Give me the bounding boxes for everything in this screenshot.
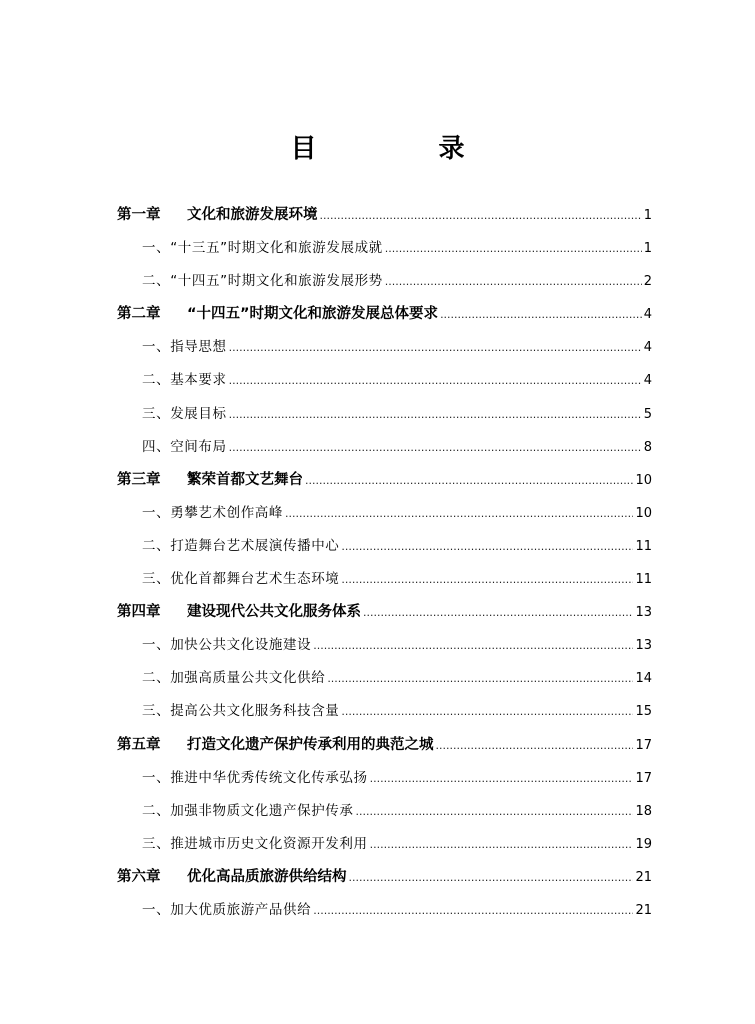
- toc-chapter-entry[interactable]: [117, 596, 652, 629]
- toc-chapter-entry[interactable]: [117, 861, 652, 894]
- dot-leader: [327, 662, 633, 695]
- section-title: 一、加快公共文化设施建设: [142, 637, 312, 654]
- page-number: 13: [635, 605, 652, 621]
- toc-section-entry[interactable]: [117, 232, 652, 265]
- section-title: 三、发展目标: [142, 405, 227, 422]
- section-title: 三、推进城市历史文化资源开发利用: [142, 835, 368, 852]
- page-number: 4: [643, 307, 652, 323]
- page-title: 目 录: [290, 134, 513, 164]
- dot-leader: [313, 629, 633, 662]
- page-number: 1: [643, 208, 652, 223]
- dot-leader: [356, 795, 634, 828]
- toc-section-entry[interactable]: [117, 563, 652, 596]
- page-number: 4: [643, 340, 652, 356]
- chapter-title: 建设现代公共文化服务体系: [187, 604, 361, 621]
- toc-chapter-entry[interactable]: [117, 729, 652, 762]
- section-title: 二、加强非物质文化遗产保护传承: [142, 802, 354, 819]
- section-title: 二、“十四五”时期文化和旅游发展形势: [142, 273, 383, 290]
- toc-section-entry[interactable]: [117, 828, 652, 861]
- toc-section-entry[interactable]: [117, 398, 652, 431]
- chapter-number: 第二章: [117, 306, 161, 323]
- page-number: 11: [635, 572, 652, 588]
- dot-leader: [229, 431, 642, 464]
- page-number: 10: [635, 472, 652, 488]
- toc-section-entry[interactable]: [117, 695, 652, 728]
- page-number: 8: [643, 439, 652, 455]
- toc-section-entry[interactable]: [117, 530, 652, 563]
- page-number: 15: [635, 704, 652, 720]
- section-title: 三、提高公共文化服务科技含量: [142, 703, 340, 720]
- section-title: 一、勇攀艺术创作高峰: [142, 504, 283, 521]
- page-number: 19: [635, 836, 652, 852]
- page-number: 2: [643, 274, 652, 290]
- section-title: 四、空间布局: [142, 438, 227, 455]
- dot-leader: [436, 729, 634, 762]
- section-title: 三、优化首都舞台艺术生态环境: [142, 571, 340, 588]
- toc-section-entry[interactable]: [117, 331, 652, 364]
- page-number: 17: [635, 770, 652, 786]
- dot-leader: [370, 828, 634, 861]
- chapter-title: 打造文化遗产保护传承利用的典范之城: [187, 736, 434, 753]
- page-number: 21: [635, 869, 652, 885]
- dot-leader: [370, 762, 634, 795]
- dot-leader: [341, 530, 633, 563]
- page-number: 14: [635, 671, 652, 687]
- section-title: 二、打造舞台艺术展演传播中心: [142, 537, 340, 554]
- dot-leader: [385, 265, 642, 298]
- page-number: 13: [635, 638, 652, 654]
- page-number: 17: [635, 737, 652, 753]
- toc-list: [117, 199, 652, 927]
- toc-section-entry[interactable]: [117, 497, 652, 530]
- toc-section-entry[interactable]: [117, 662, 652, 695]
- toc-chapter-entry[interactable]: [117, 298, 652, 331]
- page-number: 18: [635, 803, 652, 819]
- page-number: 21: [635, 902, 652, 918]
- dot-leader: [229, 398, 642, 431]
- section-title: 二、加强高质量公共文化供给: [142, 670, 326, 687]
- chapter-title: 文化和旅游发展环境: [187, 207, 318, 223]
- chapter-title: 优化高品质旅游供给结构: [187, 868, 347, 885]
- chapter-title: “十四五”时期文化和旅游发展总体要求: [187, 306, 439, 323]
- section-title: 一、推进中华优秀传统文化传承弘扬: [142, 769, 368, 786]
- section-title: 一、“十三五”时期文化和旅游发展成就: [142, 240, 383, 257]
- page-number: 5: [643, 406, 652, 422]
- toc-section-entry[interactable]: [117, 265, 652, 298]
- dot-leader: [320, 199, 642, 232]
- page-number: 4: [643, 373, 652, 389]
- dot-leader: [229, 364, 642, 397]
- dot-leader: [229, 331, 642, 364]
- dot-leader: [285, 497, 633, 530]
- chapter-number: 第三章: [117, 471, 161, 488]
- dot-leader: [385, 232, 642, 265]
- toc-section-entry[interactable]: [117, 364, 652, 397]
- toc-section-entry[interactable]: [117, 431, 652, 464]
- dot-leader: [440, 298, 642, 331]
- page-number: 1: [643, 241, 652, 257]
- toc-chapter-entry[interactable]: [117, 464, 652, 497]
- toc-section-entry[interactable]: [117, 629, 652, 662]
- dot-leader: [305, 464, 633, 497]
- page-number: 10: [635, 505, 652, 521]
- page-number: 11: [635, 538, 652, 554]
- toc-chapter-entry[interactable]: [117, 199, 652, 232]
- dot-leader: [349, 861, 634, 894]
- chapter-number: 第四章: [117, 604, 161, 621]
- chapter-number: 第一章: [117, 207, 161, 223]
- dot-leader: [313, 894, 633, 927]
- section-title: 二、基本要求: [142, 372, 227, 389]
- toc-section-entry[interactable]: [117, 795, 652, 828]
- chapter-number: 第五章: [117, 736, 161, 753]
- chapter-title: 繁荣首都文艺舞台: [187, 471, 303, 488]
- toc-section-entry[interactable]: [117, 762, 652, 795]
- section-title: 一、指导思想: [142, 339, 227, 356]
- dot-leader: [363, 596, 633, 629]
- dot-leader: [341, 695, 633, 728]
- section-title: 一、加大优质旅游产品供给: [142, 901, 312, 918]
- dot-leader: [341, 563, 633, 596]
- chapter-number: 第六章: [117, 868, 161, 885]
- toc-section-entry[interactable]: [117, 894, 652, 927]
